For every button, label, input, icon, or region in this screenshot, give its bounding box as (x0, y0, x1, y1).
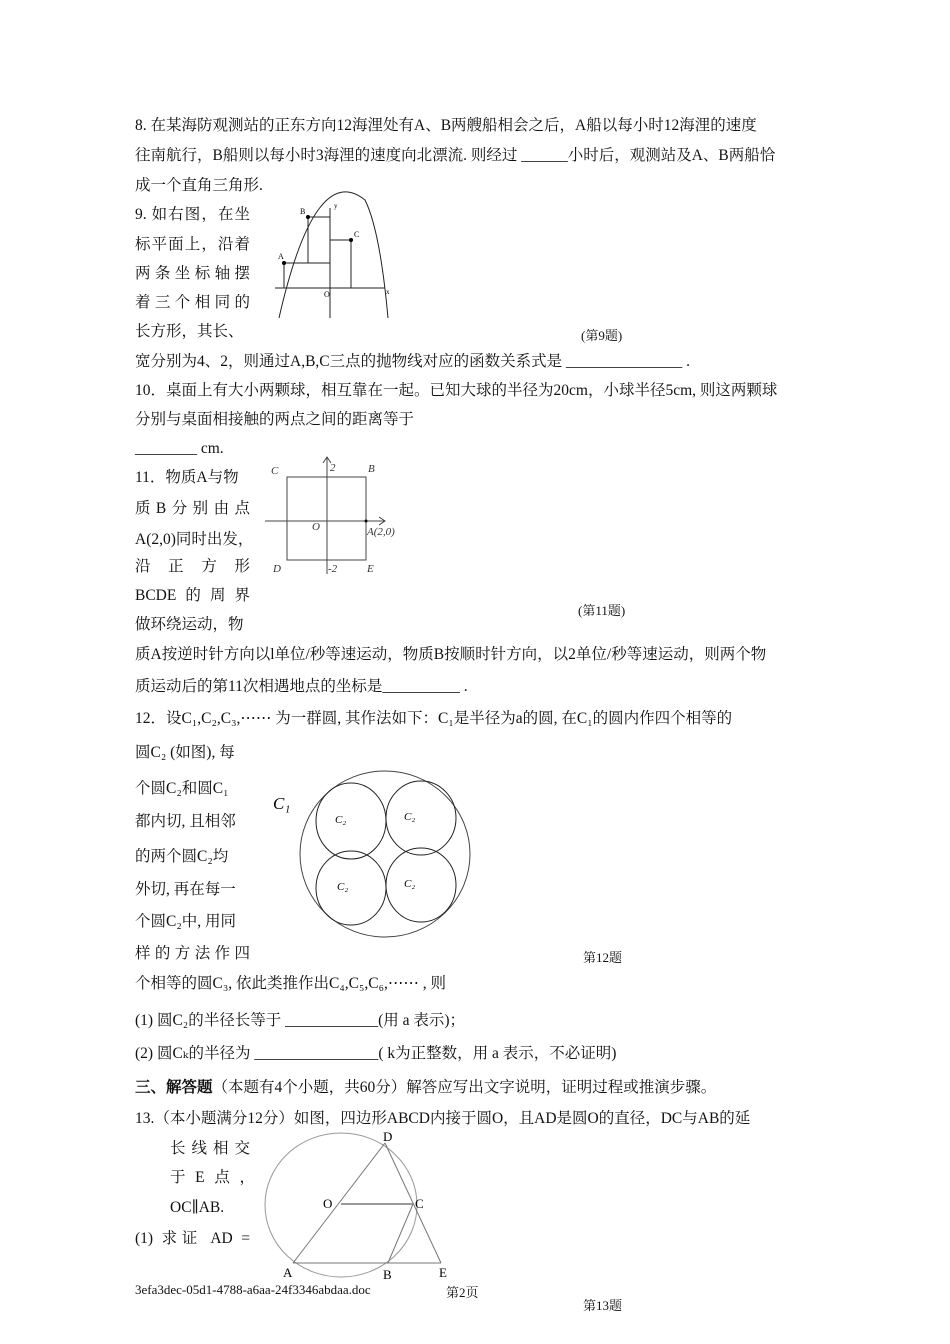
q12-side-6: 个圆C₂中, 用同 (135, 913, 236, 930)
q8-line-3: 成一个直角三角形. (135, 177, 263, 194)
q9-label-y: y (334, 202, 338, 210)
q11-label-b: B (368, 463, 375, 475)
q12-part-1: (1) 圆C₂的半径长等于 ____________(用 a 表示)； (135, 1012, 466, 1029)
q13-label-d: D (383, 1129, 393, 1144)
q12-side-5: 外切, 再在每一 (135, 881, 236, 898)
q9-caption: (第9题) (581, 328, 623, 343)
q11-side-4: 沿正方形 (135, 558, 250, 575)
q10-line-1: 10．桌面上有大小两颗球，相互靠在一起。已知大球的半径为20cm，小球半径5cm, 则这两颗球 (135, 382, 778, 399)
q10-line-2: 分别与桌面相接触的两点之间的距离等于 (135, 411, 415, 428)
q11-label-bottom: -2 (328, 563, 338, 575)
q13-label-e: E (439, 1265, 447, 1280)
q13-line-1: 13.（本小题满分12分）如图，四边形ABCD内接于圆O，且AD是圆O的直径，DC与AB的延 (135, 1110, 751, 1127)
q13-side-2: 于E点， (170, 1169, 255, 1186)
q9-label-a: A (278, 252, 284, 261)
q9-label-x: x (386, 288, 390, 296)
q13-label-o: O (323, 1196, 333, 1211)
q9-side-4: 着三个相同的 (135, 294, 250, 311)
q11-side-5: BCDE的周界 (135, 587, 250, 604)
section-3-heading (135, 1078, 716, 1098)
q11-side-3: A(2,0)同时出发， (135, 531, 254, 548)
q12-side-7: 样的方法作四 (135, 945, 250, 962)
q11-label-d: D (273, 563, 281, 575)
section-3-instructions: （本题有4个小题，共60分）解答应写出文字说明，证明过程或推演步骤。 (212, 1079, 717, 1096)
q9-figure (270, 200, 400, 325)
footer-page-number: 第2页 (446, 1285, 479, 1300)
q12-label-c2: C₂ (404, 811, 416, 823)
q12-label-c1: C₁ (273, 794, 291, 813)
q12-label-c2: C₂ (404, 878, 416, 890)
q13-caption: 第13题 (583, 1298, 623, 1313)
q9-side-2: 标平面上，沿着 (135, 236, 250, 253)
q11-side-1: 11．物质A与物 (135, 469, 239, 486)
q12-caption: 第12题 (583, 950, 623, 965)
q9-line-after: 宽分别为4、2，则通过A,B,C三点的抛物线对应的函数关系式是 _______________ . (135, 353, 690, 370)
q9-label-c: C (354, 230, 360, 239)
q11-side-2: 质B分别由点 (135, 500, 250, 517)
q11-figure (265, 452, 405, 577)
q13-side-3: OC∥AB. (170, 1199, 225, 1216)
q11-label-c: C (271, 465, 279, 477)
q13-side-1: 长线相交 (170, 1140, 250, 1157)
q13-side-4: (1) 求证 AD = (135, 1230, 250, 1247)
q12-line-2: 个相等的圆C₃, 依此类推作出C₄,C₅,C₆,⋯⋯ , 则 (135, 975, 446, 992)
footer-filename: 3efa3dec-05d1-4788-a6aa-24f3346abdaa.doc (135, 1282, 371, 1297)
q13-label-a: A (283, 1265, 293, 1280)
q12-side-3: 都内切, 且相邻 (135, 813, 236, 830)
q12-side-1: 圆C₂ (如图), 每 (135, 744, 235, 761)
q12-figure (270, 765, 480, 945)
q9-side-5: 长方形，其长、 (135, 323, 244, 340)
q8-line-1: 8. 在某海防观测站的正东方向12海浬处有A、B两艘船相会之后，A船以每小时12海浬的速度 (135, 117, 757, 134)
q11-caption: (第11题) (578, 603, 626, 618)
q12-line-1: 12．设C₁,C₂,C₃,⋯⋯ 为一群圆, 其作法如下：C₁是半径为a的圆, 在C₁的圆内作四个相等的 (135, 710, 733, 727)
q13-figure (255, 1130, 455, 1290)
q11-line-2: 质运动后的第11次相遇地点的坐标是__________ . (135, 678, 468, 695)
q12-side-2: 个圆C₂和圆C₁ (135, 780, 229, 797)
q9-side-1: 9. 如右图，在坐 (135, 206, 250, 223)
q13-label-c: C (415, 1196, 424, 1211)
section-3-title: 三、解答题 (135, 1079, 213, 1096)
q12-label-c2: C₂ (337, 881, 349, 893)
q12-label-c2: C₂ (335, 814, 347, 826)
q12-side-4: 的两个圆C₂均 (135, 848, 229, 865)
q11-line-1: 质A按逆时针方向以l单位/秒等速运动，物质B按顺时针方向，以2单位/秒等速运动，则两个物 (135, 646, 767, 663)
q11-label-e: E (367, 563, 374, 575)
q12-part-2: (2) 圆Cₖ的半径为 ________________( k为正整数，用 a 表示，不必证明) (135, 1045, 617, 1062)
q8-line-2: 往南航行，B船则以每小时3海浬的速度向北漂流. 则经过 ______小时后，观测站及A、B两船恰 (135, 147, 776, 164)
q9-label-b: B (300, 207, 306, 216)
q11-label-top: 2 (330, 462, 336, 474)
q9-side-3: 两条坐标轴摆 (135, 265, 250, 282)
q10-line-3: ________ cm. (135, 440, 224, 457)
q11-label-o: O (312, 521, 320, 533)
q9-label-o: O (324, 290, 330, 299)
q11-side-6: 做环绕运动，物 (135, 616, 244, 633)
q11-label-a: A(2,0) (367, 526, 395, 538)
q13-label-b: B (383, 1267, 392, 1282)
